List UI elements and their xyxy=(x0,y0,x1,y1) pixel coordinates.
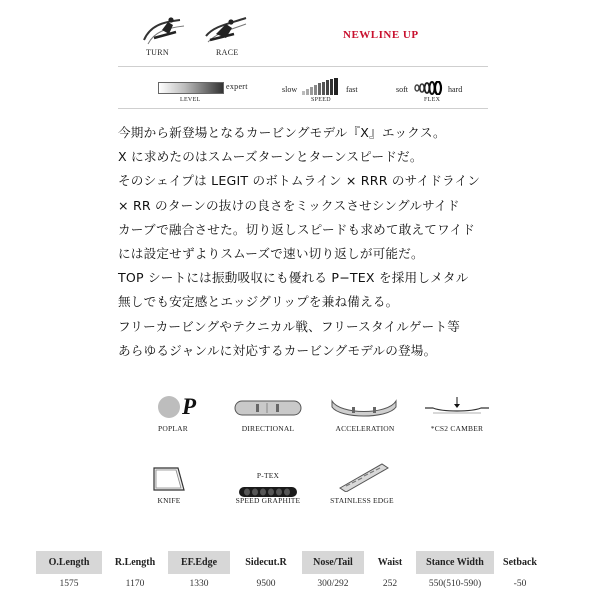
speed-bars-icon xyxy=(302,78,342,95)
poplar-icon xyxy=(156,393,206,423)
poplar-label: POPLAR xyxy=(158,424,188,433)
spec-value-stance: 550(510-590) xyxy=(428,579,482,589)
ptex-label: P-TEX xyxy=(256,471,280,480)
spec-value-olength: 1575 xyxy=(59,579,79,589)
directional-label: DIRECTIONAL xyxy=(241,424,295,433)
camber-icon xyxy=(423,396,491,418)
spec-header-olength: O.Length xyxy=(36,551,102,574)
spec-value-waist: 252 xyxy=(382,579,398,589)
spec-header-stance: Stance Width xyxy=(416,551,494,574)
speed-fast-label: fast xyxy=(346,85,358,94)
description-line: には設定せずよりスムーズで速い切り返しが可能だ。 xyxy=(118,246,424,262)
flex-hard-label: hard xyxy=(448,85,463,94)
description-line: × RR のターンの抜けの良さをミックスさせシングルサイド xyxy=(118,197,460,213)
acceleration-icon xyxy=(330,397,398,419)
poplar-letter: P xyxy=(182,394,197,419)
description-line: 今期から新登場となるカービングモデル『X』エックス。 xyxy=(118,125,446,140)
speed-slow-label: slow xyxy=(282,85,298,94)
description-block xyxy=(118,121,518,363)
stainless-edge-icon xyxy=(336,460,392,492)
spec-value-nosetail: 300/292 xyxy=(317,579,349,589)
acceleration-label: ACCELERATION xyxy=(335,424,395,433)
speed-label: SPEED xyxy=(311,97,331,103)
spec-value-rlength: 1170 xyxy=(125,579,145,589)
spec-header-sidecut: Sidecut.R xyxy=(245,557,287,568)
spec-value-row xyxy=(36,574,546,594)
spec-header-nosetail: Nose/Tail xyxy=(302,551,364,574)
knife-label: KNIFE xyxy=(157,496,181,505)
spec-header-setback: Setback xyxy=(503,557,537,568)
spec-value-sidecut: 9500 xyxy=(256,579,276,589)
description-line: あらゆるジャンルに対応するカービングモデルの登場。 xyxy=(118,342,437,358)
knife-icon xyxy=(152,466,186,492)
speed-graphite-icon xyxy=(239,482,297,492)
directional-icon xyxy=(234,400,302,416)
spec-header-rlength: R.Length xyxy=(114,557,156,568)
race-icon xyxy=(200,14,250,46)
description-line: そのシェイプは LEGIT のボトムライン × RRR のサイドライン xyxy=(118,173,481,189)
race-label: RACE xyxy=(216,48,239,57)
level-end-label: expert xyxy=(226,82,248,91)
spec-header-waist: Waist xyxy=(377,557,403,568)
spec-table xyxy=(36,551,546,594)
level-bar xyxy=(158,82,224,94)
flex-coil-icon xyxy=(413,80,447,94)
turn-label: TURN xyxy=(146,48,169,57)
divider-level xyxy=(118,108,488,109)
description-line: TOP シートには振動吸収にも優れる P−TEX を採用しメタル xyxy=(118,270,469,286)
description-line: フリーカービングやテクニカル戦、フリースタイルゲート等 xyxy=(118,318,461,334)
camber-label: *CS2 CAMBER xyxy=(430,424,484,433)
spec-value-efedge: 1330 xyxy=(189,579,209,589)
description-line: 無しでも安定感とエッジグリップを兼ね備える。 xyxy=(118,294,399,310)
turn-icon xyxy=(140,14,190,46)
description-line: X に求めたのはスムーズターンとターンスピードだ。 xyxy=(118,149,423,165)
spec-header-row xyxy=(36,551,546,574)
stainless-edge-label: STAINLESS EDGE xyxy=(330,496,394,505)
flex-soft-label: soft xyxy=(396,85,408,94)
newline-up-title: NEWLINE UP xyxy=(343,29,419,41)
speed-graphite-label: SPEED GRAPHITE xyxy=(235,496,301,505)
divider-top xyxy=(118,66,488,67)
flex-label: FLEX xyxy=(424,97,441,103)
spec-value-setback: -50 xyxy=(513,579,527,589)
description-line: カーブで融合させた。切り返しスピードも求めて敢えてワイド xyxy=(118,221,476,237)
spec-header-efedge: EF.Edge xyxy=(168,551,230,574)
level-label: LEVEL xyxy=(180,97,201,103)
level-bar-fill xyxy=(159,83,223,93)
